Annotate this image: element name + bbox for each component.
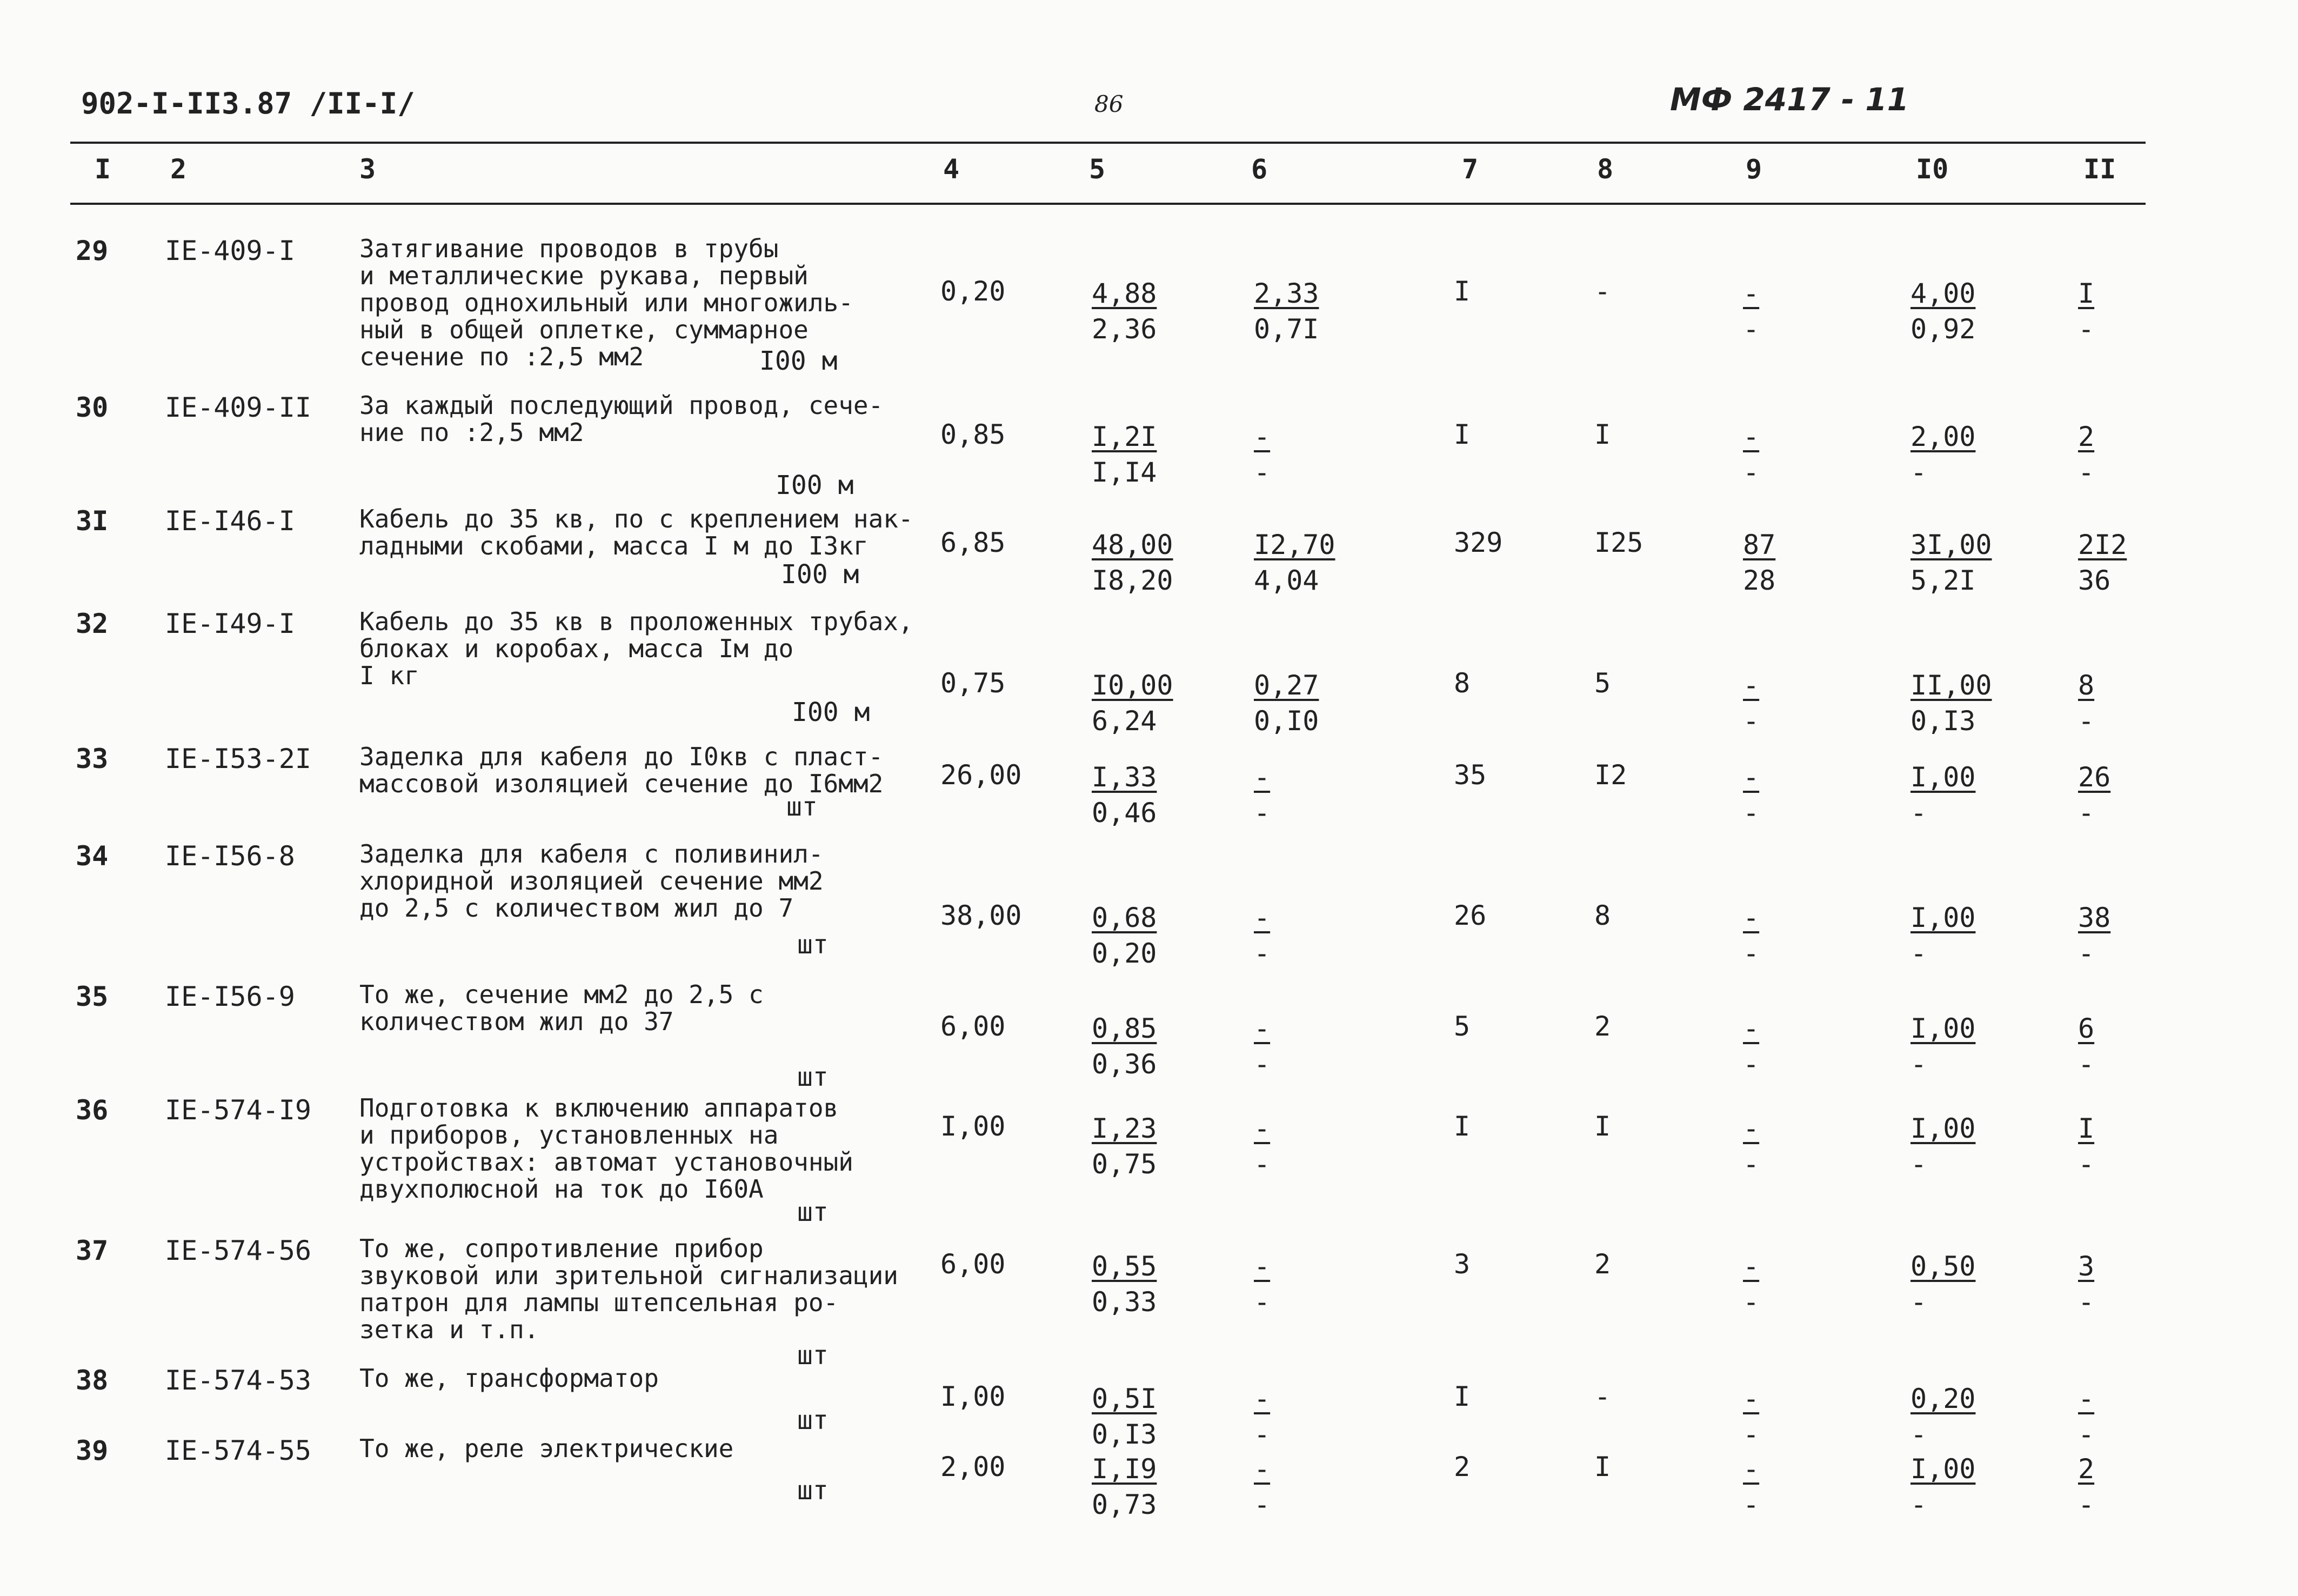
col8-value: I25	[1594, 527, 1644, 558]
value-numerator: -	[1743, 902, 1760, 933]
col-header-2: 2	[170, 153, 187, 185]
row-number: 39	[76, 1435, 109, 1466]
measure-unit: шт	[797, 1062, 829, 1092]
norm-code: IЕ-I53-2I	[165, 743, 311, 774]
value-denominator: -	[1910, 797, 1927, 829]
measure-unit: I00 м	[781, 559, 859, 590]
value-numerator: 6	[2078, 1013, 2095, 1044]
measure-unit: I00 м	[792, 697, 870, 727]
value-denominator: -	[1743, 705, 1760, 737]
value-denominator: -	[1743, 313, 1760, 345]
col7-value: 26	[1454, 900, 1487, 931]
measure-unit: I00 м	[776, 470, 854, 500]
value-numerator: I,00	[1910, 1013, 1976, 1044]
value-fraction-c11	[2078, 276, 2094, 347]
col-header-9: 9	[1746, 153, 1762, 185]
quantity-value: 6,85	[940, 527, 1006, 558]
value-fraction-c10	[1910, 419, 1975, 490]
value-numerator: II,00	[1910, 670, 1992, 701]
quantity-value: 0,85	[940, 419, 1006, 450]
row-number: 37	[76, 1235, 109, 1266]
value-denominator: 5,2I	[1910, 565, 1976, 596]
value-numerator: 2,00	[1910, 421, 1976, 452]
value-fraction-c11	[2078, 1381, 2094, 1452]
value-numerator: I2,70	[1254, 529, 1335, 560]
work-description: То же, реле электрические	[359, 1434, 734, 1463]
norm-code: IЕ-409-II	[165, 392, 311, 423]
quantity-value: 0,75	[940, 667, 1006, 699]
value-numerator: 38	[2078, 902, 2111, 933]
value-numerator: 26	[2078, 762, 2111, 793]
work-description: Подготовка к включению аппаратов и приборов, установленных на устройствах: автомат установочный двухполюсной на ток до I60А	[359, 1093, 853, 1204]
row-number: 33	[76, 743, 109, 774]
value-numerator: -	[1254, 902, 1271, 933]
quantity-value: I,00	[940, 1381, 1006, 1412]
value-fraction-c6	[1254, 1451, 1270, 1522]
value-denominator: -	[2078, 1419, 2095, 1450]
value-fraction-c5	[1092, 1381, 1157, 1452]
norm-code: IЕ-I46-I	[165, 505, 295, 537]
value-numerator: -	[1743, 670, 1760, 701]
value-fraction-c9	[1743, 1111, 1759, 1182]
value-fraction-c6	[1254, 1111, 1270, 1182]
col-header-5: 5	[1089, 153, 1106, 185]
value-denominator: 0,92	[1910, 313, 1976, 345]
col-header-1: I	[95, 153, 111, 185]
value-denominator: I,I4	[1092, 457, 1157, 488]
value-denominator: -	[1254, 457, 1271, 488]
quantity-value: 0,20	[940, 276, 1006, 307]
row-number: 29	[76, 235, 109, 266]
col8-value: I	[1594, 1451, 1611, 1483]
value-numerator: I,23	[1092, 1113, 1157, 1144]
value-denominator: 0,I3	[1910, 705, 1976, 737]
measure-unit: шт	[797, 930, 829, 960]
norm-code: IЕ-574-55	[165, 1435, 311, 1466]
row-number: 34	[76, 840, 109, 872]
value-fraction-c9	[1743, 276, 1759, 347]
col7-value: 3	[1454, 1248, 1471, 1280]
value-denominator: 4,04	[1254, 565, 1319, 596]
col7-value: 5	[1454, 1011, 1471, 1042]
value-numerator: -	[1743, 1383, 1760, 1414]
value-denominator: -	[2078, 1148, 2095, 1180]
col7-value: 2	[1454, 1451, 1471, 1483]
measure-unit: шт	[786, 792, 818, 822]
col8-value: -	[1594, 1381, 1611, 1412]
value-numerator: -	[1254, 1113, 1271, 1144]
value-fraction-c5	[1092, 527, 1173, 598]
measure-unit: шт	[797, 1405, 829, 1435]
value-numerator: 2	[2078, 421, 2095, 452]
col-header-6: 6	[1251, 153, 1268, 185]
value-denominator: 0,73	[1092, 1489, 1157, 1520]
value-denominator: -	[1910, 1489, 1927, 1520]
col8-value: 5	[1594, 667, 1611, 699]
value-numerator: -	[1254, 1453, 1271, 1485]
value-fraction-c9	[1743, 1451, 1759, 1522]
value-numerator: 48,00	[1092, 529, 1173, 560]
value-denominator: -	[2078, 1049, 2095, 1080]
value-fraction-c6	[1254, 276, 1319, 347]
row-number: 3I	[76, 505, 109, 537]
value-fraction-c9	[1743, 667, 1759, 739]
value-fraction-c5	[1092, 419, 1157, 490]
value-denominator: -	[2078, 705, 2095, 737]
value-denominator: 0,33	[1092, 1286, 1157, 1318]
row-number: 36	[76, 1094, 109, 1126]
work-description: Кабель до 35 кв, по с креплением нак- ладными скобами, масса I м до I3кг	[359, 504, 913, 560]
value-fraction-c11	[2078, 527, 2127, 598]
value-numerator: 0,5I	[1092, 1383, 1157, 1414]
value-denominator: -	[1743, 797, 1760, 829]
value-numerator: 0,50	[1910, 1251, 1976, 1282]
work-description: За каждый последующий провод, сече- ние по :2,5 мм2	[359, 391, 884, 447]
value-denominator: -	[1910, 457, 1927, 488]
value-denominator: 0,20	[1092, 938, 1157, 969]
value-denominator: -	[1254, 1419, 1271, 1450]
value-denominator: 28	[1743, 565, 1776, 596]
value-denominator: 0,I0	[1254, 705, 1319, 737]
col-header-7: 7	[1462, 153, 1479, 185]
col-header-4: 4	[943, 153, 960, 185]
value-denominator: -	[2078, 1286, 2095, 1318]
norm-code: IЕ-409-I	[165, 235, 295, 266]
col7-value: 35	[1454, 759, 1487, 791]
quantity-value: 38,00	[940, 900, 1022, 931]
value-numerator: I,00	[1910, 762, 1976, 793]
value-fraction-c6	[1254, 1011, 1270, 1082]
value-numerator: 8	[2078, 670, 2095, 701]
value-numerator: I	[2078, 1113, 2095, 1144]
value-fraction-c11	[2078, 759, 2110, 831]
value-fraction-c9	[1743, 1011, 1759, 1082]
value-denominator: 0,I3	[1092, 1419, 1157, 1450]
document-id: 902-I-II3.87 /II-I/	[81, 86, 415, 121]
value-numerator: -	[1743, 278, 1760, 309]
value-denominator: -	[1254, 938, 1271, 969]
col-header-10: I0	[1916, 153, 1949, 185]
work-description: Заделка для кабеля с поливинил- хлоридной изоляцией сечение мм2 до 2,5 с количеством жил до 7	[359, 839, 824, 923]
sheet-code: МФ 2417 - 11	[1670, 81, 1909, 118]
value-numerator: 4,00	[1910, 278, 1976, 309]
col7-value: 8	[1454, 667, 1471, 699]
value-numerator: 2I2	[2078, 529, 2127, 560]
value-denominator: -	[1254, 797, 1271, 829]
value-denominator: I8,20	[1092, 565, 1173, 596]
value-numerator: 2,33	[1254, 278, 1319, 309]
quantity-value: 6,00	[940, 1011, 1006, 1042]
value-denominator: -	[2078, 797, 2095, 829]
value-fraction-c11	[2078, 419, 2094, 490]
value-numerator: I,I9	[1092, 1453, 1157, 1485]
header-bottom-rule	[70, 203, 2146, 205]
value-fraction-c6	[1254, 900, 1270, 971]
value-numerator: I,2I	[1092, 421, 1157, 452]
norm-code: IЕ-I49-I	[165, 608, 295, 639]
measure-unit: шт	[797, 1340, 829, 1371]
value-numerator: 4,88	[1092, 278, 1157, 309]
value-numerator: I,00	[1910, 1113, 1976, 1144]
measure-unit: шт	[797, 1197, 829, 1227]
value-numerator: I0,00	[1092, 670, 1173, 701]
col8-value: I	[1594, 419, 1611, 450]
value-numerator: -	[1743, 1251, 1760, 1282]
value-denominator: 2,36	[1092, 313, 1157, 345]
page-number: 86	[1094, 91, 1124, 117]
col-header-11: II	[2083, 153, 2116, 185]
col8-value: I	[1594, 1111, 1611, 1142]
work-description: Заделка для кабеля до I0кв с пласт- массовой изоляцией сечение до I6мм2	[359, 742, 884, 798]
value-fraction-c10	[1910, 276, 1975, 347]
value-numerator: -	[1743, 421, 1760, 452]
value-fraction-c10	[1910, 1248, 1975, 1320]
value-numerator: -	[2078, 1383, 2095, 1414]
quantity-value: 6,00	[940, 1248, 1006, 1280]
value-numerator: I,00	[1910, 1453, 1976, 1485]
value-denominator: 36	[2078, 565, 2111, 596]
measure-unit: шт	[797, 1475, 829, 1506]
value-fraction-c9	[1743, 527, 1775, 598]
work-description: То же, сопротивление прибор звуковой или зрительной сигнализации патрон для лампы штепсельная ро- зетка и т.п.	[359, 1234, 898, 1344]
measure-unit: I00 м	[759, 346, 838, 376]
value-fraction-c6	[1254, 1381, 1270, 1452]
work-description: Кабель до 35 кв в проложенных трубах, блоках и коробах, масса Iм до I кг	[359, 607, 913, 690]
value-fraction-c5	[1092, 667, 1173, 739]
col8-value: 2	[1594, 1248, 1611, 1280]
value-fraction-c5	[1092, 1248, 1157, 1320]
norm-code: IЕ-574-I9	[165, 1094, 311, 1126]
value-fraction-c10	[1910, 527, 1992, 598]
value-numerator: 3	[2078, 1251, 2095, 1282]
value-numerator: -	[1254, 1383, 1271, 1414]
value-denominator: -	[2078, 457, 2095, 488]
row-number: 30	[76, 392, 109, 423]
quantity-value: 2,00	[940, 1451, 1006, 1483]
value-fraction-c10	[1910, 1381, 1975, 1452]
value-fraction-c5	[1092, 1111, 1157, 1182]
work-description: То же, сечение мм2 до 2,5 с количеством жил до 37	[359, 980, 764, 1036]
value-denominator: -	[1743, 1049, 1760, 1080]
norm-code: IЕ-574-53	[165, 1365, 311, 1396]
value-denominator: -	[1910, 1049, 1927, 1080]
value-denominator: -	[1743, 1419, 1760, 1450]
col7-value: I	[1454, 276, 1471, 307]
col7-value: 329	[1454, 527, 1503, 558]
value-fraction-c10	[1910, 667, 1992, 739]
norm-code: IЕ-I56-9	[165, 981, 295, 1012]
col-header-3: 3	[359, 153, 376, 185]
value-denominator: -	[1254, 1148, 1271, 1180]
value-fraction-c9	[1743, 1248, 1759, 1320]
norm-code: IЕ-I56-8	[165, 840, 295, 872]
value-numerator: 0,20	[1910, 1383, 1976, 1414]
quantity-value: 26,00	[940, 759, 1022, 791]
value-numerator: 0,55	[1092, 1251, 1157, 1282]
value-numerator: 0,85	[1092, 1013, 1157, 1044]
value-fraction-c10	[1910, 1011, 1975, 1082]
value-numerator: 3I,00	[1910, 529, 1992, 560]
value-numerator: I,33	[1092, 762, 1157, 793]
value-fraction-c5	[1092, 900, 1157, 971]
value-denominator: -	[1910, 1286, 1927, 1318]
value-denominator: 0,7I	[1254, 313, 1319, 345]
quantity-value: I,00	[940, 1111, 1006, 1142]
value-fraction-c5	[1092, 1451, 1157, 1522]
value-numerator: 0,68	[1092, 902, 1157, 933]
value-denominator: -	[1910, 1148, 1927, 1180]
value-fraction-c11	[2078, 1451, 2094, 1522]
value-numerator: -	[1743, 1453, 1760, 1485]
value-fraction-c11	[2078, 1248, 2094, 1320]
value-fraction-c11	[2078, 667, 2094, 739]
col8-value: 2	[1594, 1011, 1611, 1042]
value-numerator: I,00	[1910, 902, 1976, 933]
value-fraction-c9	[1743, 419, 1759, 490]
value-denominator: -	[1743, 1489, 1760, 1520]
value-fraction-c9	[1743, 900, 1759, 971]
work-description: Затягивание проводов в трубы и металлические рукава, первый провод однохильный или многожиль- ный в общей оплетке, суммарное сечение по :2,5 мм2	[359, 234, 853, 371]
value-denominator: -	[1743, 938, 1760, 969]
value-numerator: 2	[2078, 1453, 2095, 1485]
value-numerator: -	[1254, 1251, 1271, 1282]
value-denominator: -	[2078, 938, 2095, 969]
value-fraction-c10	[1910, 900, 1975, 971]
value-fraction-c9	[1743, 1381, 1759, 1452]
value-fraction-c6	[1254, 527, 1335, 598]
value-denominator: -	[1254, 1286, 1271, 1318]
value-fraction-c10	[1910, 1451, 1975, 1522]
value-numerator: 0,27	[1254, 670, 1319, 701]
row-number: 35	[76, 981, 109, 1012]
value-fraction-c10	[1910, 759, 1975, 831]
value-numerator: -	[1254, 762, 1271, 793]
value-denominator: 6,24	[1092, 705, 1157, 737]
value-fraction-c5	[1092, 276, 1157, 347]
col7-value: I	[1454, 1111, 1471, 1142]
col-header-8: 8	[1597, 153, 1614, 185]
value-denominator: -	[1254, 1049, 1271, 1080]
value-fraction-c11	[2078, 1111, 2094, 1182]
value-fraction-c11	[2078, 900, 2110, 971]
value-denominator: 0,36	[1092, 1049, 1157, 1080]
row-number: 38	[76, 1365, 109, 1396]
value-numerator: -	[1743, 762, 1760, 793]
value-numerator: 87	[1743, 529, 1776, 560]
value-fraction-c10	[1910, 1111, 1975, 1182]
value-numerator: -	[1743, 1013, 1760, 1044]
value-fraction-c9	[1743, 759, 1759, 831]
value-fraction-c6	[1254, 759, 1270, 831]
col8-value: I2	[1594, 759, 1627, 791]
value-denominator: -	[1743, 1148, 1760, 1180]
col7-value: I	[1454, 419, 1471, 450]
value-fraction-c6	[1254, 1248, 1270, 1320]
col8-value: -	[1594, 276, 1611, 307]
value-denominator: -	[1743, 457, 1760, 488]
value-fraction-c11	[2078, 1011, 2094, 1082]
value-fraction-c6	[1254, 419, 1270, 490]
norm-code: IЕ-574-56	[165, 1235, 311, 1266]
value-fraction-c5	[1092, 1011, 1157, 1082]
value-numerator: -	[1254, 421, 1271, 452]
value-denominator: -	[1910, 938, 1927, 969]
value-denominator: -	[2078, 1489, 2095, 1520]
value-denominator: -	[2078, 313, 2095, 345]
value-fraction-c5	[1092, 759, 1157, 831]
value-denominator: -	[1254, 1489, 1271, 1520]
col7-value: I	[1454, 1381, 1471, 1412]
value-denominator: -	[1910, 1419, 1927, 1450]
value-numerator: I	[2078, 278, 2095, 309]
value-numerator: -	[1743, 1113, 1760, 1144]
row-number: 32	[76, 608, 109, 639]
value-denominator: 0,75	[1092, 1148, 1157, 1180]
value-denominator: -	[1743, 1286, 1760, 1318]
work-description: То же, трансформатор	[359, 1364, 659, 1393]
header-top-rule	[70, 142, 2146, 144]
value-fraction-c6	[1254, 667, 1319, 739]
value-numerator: -	[1254, 1013, 1271, 1044]
value-denominator: 0,46	[1092, 797, 1157, 829]
col8-value: 8	[1594, 900, 1611, 931]
